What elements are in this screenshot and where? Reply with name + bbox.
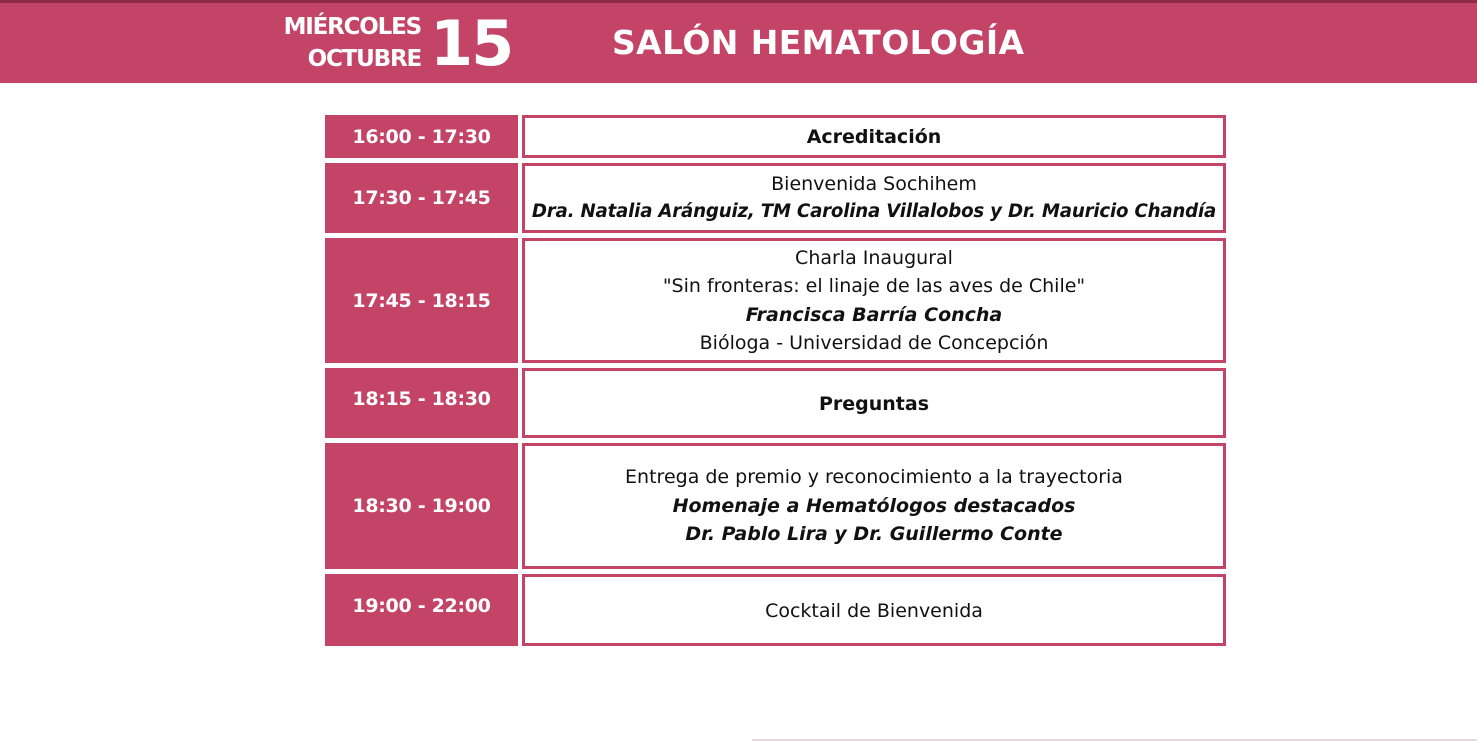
- schedule-row: [325, 574, 1226, 646]
- session-cell: [522, 238, 1226, 363]
- session-cell: [522, 163, 1226, 233]
- session-title: "Sin fronteras: el linaje de las aves de Chile": [662, 275, 1086, 297]
- session-title: Cocktail de Bienvenida: [765, 599, 983, 622]
- session-cell: [522, 574, 1226, 646]
- time-slot: 19:00 - 22:00: [325, 574, 518, 646]
- schedule-row: [325, 163, 1226, 233]
- session-type: Charla Inaugural: [795, 246, 953, 269]
- session-title: Preguntas: [818, 392, 930, 415]
- session-cell: [522, 443, 1226, 569]
- schedule-row: [325, 238, 1226, 363]
- session-subtitle: Homenaje a Hematólogos destacados: [672, 494, 1076, 517]
- month-label: OCTUBRE: [307, 46, 421, 72]
- time-slot: 18:30 - 19:00: [325, 443, 518, 569]
- time-slot: 16:00 - 17:30: [325, 115, 518, 158]
- session-title: Entrega de premio y reconocimiento a la trayectoria: [625, 466, 1123, 489]
- schedule-row: [325, 115, 1226, 158]
- session-speakers: Dr. Pablo Lira y Dr. Guillermo Conte: [685, 523, 1063, 546]
- room-title: SALÓN HEMATOLOGÍA: [612, 23, 1025, 62]
- session-speakers: Dra. Natalia Aránguiz, TM Carolina Villalobos y Dr. Mauricio Chandía: [531, 201, 1217, 222]
- session-cell: [522, 115, 1226, 158]
- day-number: 15: [430, 7, 513, 80]
- time-slot: 17:30 - 17:45: [325, 163, 518, 233]
- session-title: Bienvenida Sochihem: [771, 172, 977, 195]
- speaker-affiliation: Bióloga - Universidad de Concepción: [699, 332, 1049, 354]
- session-cell: [522, 368, 1226, 438]
- weekday-label: MIÉRCOLES: [283, 14, 421, 40]
- time-slot: 17:45 - 18:15: [325, 238, 518, 363]
- schedule-row: [325, 368, 1226, 438]
- date-label: [276, 11, 421, 75]
- schedule-row: [325, 443, 1226, 569]
- session-title: Acreditación: [806, 126, 942, 149]
- header-band: [0, 0, 1477, 83]
- session-speaker: Francisca Barría Concha: [745, 303, 1003, 326]
- time-slot: 18:15 - 18:30: [325, 368, 518, 438]
